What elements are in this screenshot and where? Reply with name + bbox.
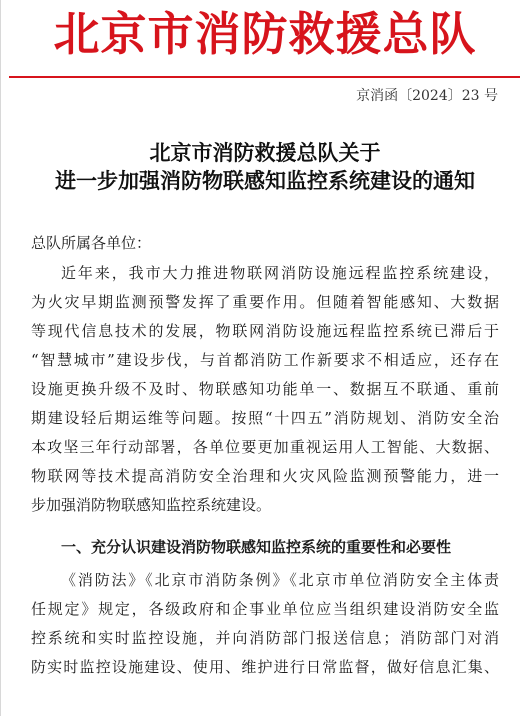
paragraph-line: 等现代信息技术的发展，物联网消防设施远程监控系统已滞后于 <box>31 322 499 340</box>
paragraph-line: 期建设轻后期运维等问题。按照“十四五”消防规划、消防安全治 <box>31 409 499 427</box>
salutation: 总队所属各单位： <box>31 234 152 252</box>
masthead-title: 北京市消防救援总队 <box>53 7 477 61</box>
paragraph-line: 近年来，我市大力推进物联网消防设施远程监控系统建设， <box>61 264 499 282</box>
masthead-red-divider <box>9 76 520 78</box>
paragraph-line: 本攻坚三年行动部署，各单位要更加重视运用人工智能、大数据、 <box>31 438 499 456</box>
section-heading-1: 一、充分认识建设消防物联感知监控系统的重要性和必要性 <box>61 538 452 556</box>
paragraph-line: 《消防法》《北京市消防条例》《北京市单位消防安全主体责 <box>61 571 499 589</box>
paragraph-line: 任规定》规定，各级政府和企事业单位应当组织建设消防安全监 <box>31 600 499 618</box>
body-paragraph-1 <box>31 259 499 520</box>
paragraph-line: 物联网等技术提高消防安全治理和火灾风险监测预警能力，进一 <box>31 467 499 485</box>
paragraph-line: 控系统和实时监控设施，并向消防部门报送信息；消防部门对消 <box>31 629 499 647</box>
paragraph-line: 设施更换升级不及时、物联感知功能单一、数据互不联通、重前 <box>31 380 499 398</box>
body-paragraph-2 <box>31 566 499 682</box>
paragraph-line: 为火灾早期监测预警发挥了重要作用。但随着智能感知、大数据 <box>31 293 499 311</box>
document-number: 京消函〔2024〕23 号 <box>356 88 498 104</box>
paragraph-line: 步加强消防物联感知监控系统建设。 <box>31 496 272 514</box>
paragraph-line: 防实时监控设施建设、使用、维护进行日常监督，做好信息汇集、 <box>31 658 499 676</box>
document-title-line-2: 进一步加强消防物联感知监控系统建设的通知 <box>55 169 475 193</box>
paragraph-line: “智慧城市”建设步伐，与首都消防工作新要求不相适应，还存在 <box>31 351 499 369</box>
document-title-line-1: 北京市消防救援总队关于 <box>149 141 381 165</box>
